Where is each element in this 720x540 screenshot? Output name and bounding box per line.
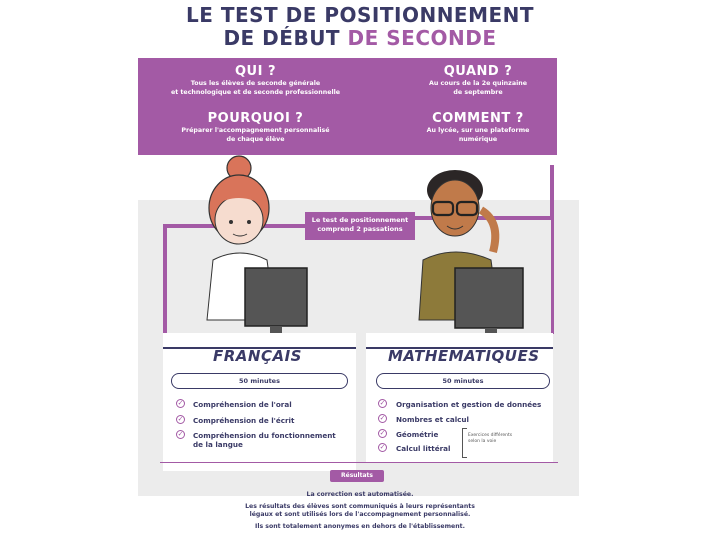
maths-note (468, 433, 532, 445)
passations-box (305, 212, 415, 240)
francais-duration: 50 minutes (171, 373, 348, 389)
maths-item: Géométrie (396, 430, 439, 439)
maths-item: Nombres et calcul (396, 415, 470, 424)
check-icon: ✓ (177, 415, 184, 423)
maths-note-1: Exercices différents (468, 433, 513, 438)
results-text-2: Les résultats des élèves sont communiqués à leurs représentants (245, 503, 475, 510)
check-icon: ✓ (177, 430, 184, 438)
page-title-line1: LE TEST DE POSITIONNEMENT (185, 3, 535, 27)
comment-text-1: Au lycée, sur une plateforme (426, 127, 530, 134)
francais-item: Compréhension de l'oral (193, 400, 292, 409)
check-icon: ✓ (379, 399, 386, 407)
quand-text-1: Au cours de la 2e quinzaine (428, 80, 527, 87)
check-icon: ✓ (177, 399, 184, 407)
qui-text-2: et technologique et de seconde professionnelle (170, 89, 341, 96)
maths-item: Calcul littéral (396, 444, 451, 453)
check-icon: ✓ (379, 429, 386, 437)
note-bracket (462, 428, 467, 458)
quand-heading: QUAND ? (443, 64, 513, 79)
student-girl-illustration (195, 150, 310, 340)
info-banner (138, 58, 557, 155)
check-icon: ✓ (379, 443, 386, 451)
comment-text-2: numérique (458, 136, 498, 143)
connector-line (163, 224, 167, 334)
results-text-4: Ils sont totalement anonymes en dehors de l'établissement. (255, 523, 465, 530)
francais-item: Compréhension de l'écrit (193, 416, 295, 425)
passations-text-2: comprend 2 passations (317, 225, 403, 233)
qui-heading: QUI ? (234, 64, 276, 79)
maths-note-2: selon la voie (468, 439, 497, 444)
quand-text-2: de septembre (453, 89, 503, 96)
francais-item: de la langue (193, 440, 243, 449)
qui-block (148, 64, 363, 97)
qui-text-1: Tous les élèves de seconde générale (190, 80, 321, 87)
student-boy-illustration (415, 160, 530, 345)
connector-line (551, 220, 554, 334)
pourquoi-text-2: de chaque élève (226, 136, 285, 143)
title-part-a: DE DÉBUT (223, 26, 341, 50)
maths-title: MATHÉMATIQUES (388, 347, 540, 365)
title-part-b: DE SECONDE (347, 26, 497, 50)
results-text-1: La correction est automatisée. (306, 491, 414, 498)
francais-item: Compréhension du fonctionnement (193, 431, 336, 440)
pourquoi-heading: POURQUOI ? (207, 111, 304, 126)
check-icon: ✓ (379, 414, 386, 422)
comment-block (408, 111, 548, 144)
quand-block (408, 64, 548, 97)
connector-line (550, 165, 554, 220)
maths-item: Organisation et gestion de données (396, 400, 542, 409)
francais-card (163, 333, 356, 471)
results-label: Résultats (330, 470, 384, 482)
page-title-line2 (0, 26, 720, 50)
pourquoi-text-1: Préparer l'accompagnement personnalisé (181, 127, 330, 134)
maths-duration: 50 minutes (376, 373, 550, 389)
pourquoi-block (148, 111, 363, 144)
results-text-3: légaux et sont utilisés lors de l'accompagnement personnalisé. (249, 511, 471, 518)
comment-heading: COMMENT ? (432, 111, 524, 126)
passations-text-1: Le test de positionnement (311, 216, 409, 224)
francais-title: FRANÇAIS (213, 347, 302, 365)
